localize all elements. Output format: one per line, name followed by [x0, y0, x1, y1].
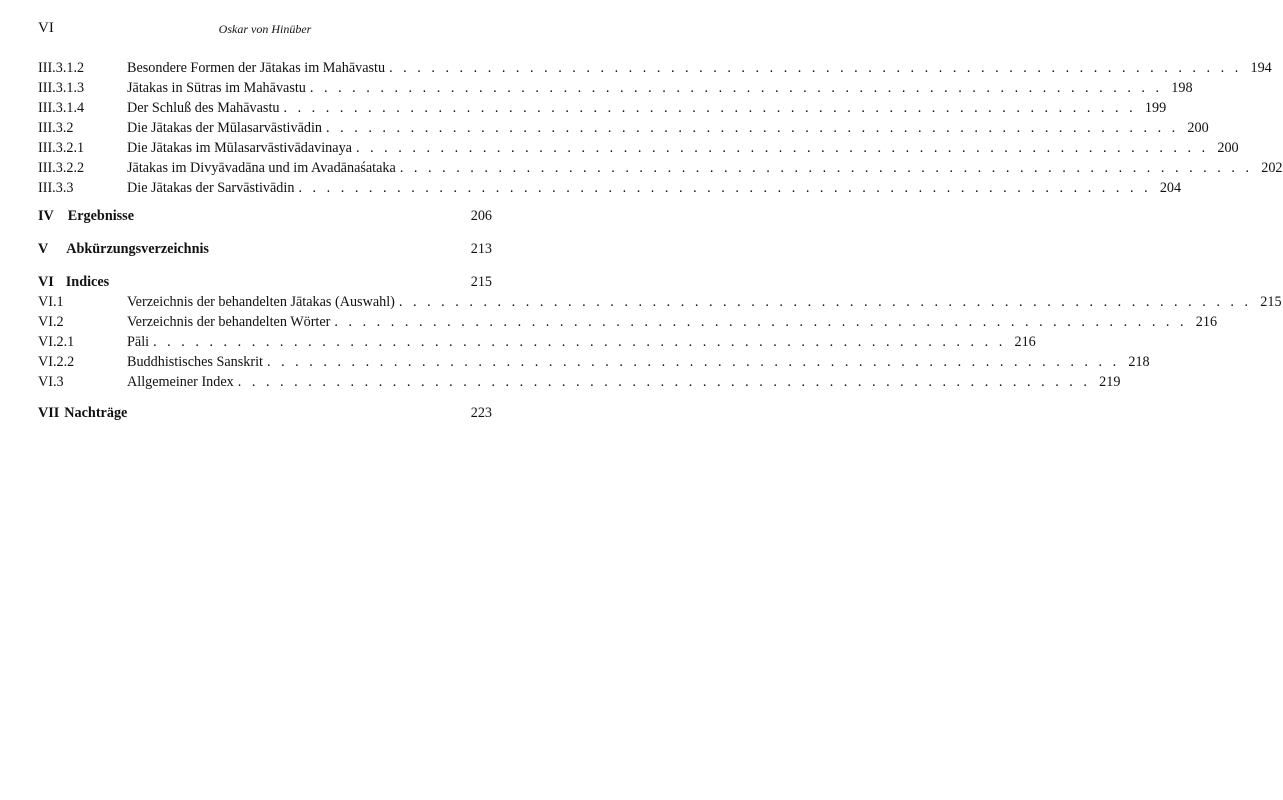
toc-entry-number: III.3.2 — [38, 120, 74, 136]
dot-leader: . . . . . . . . . . . . . . . . . . . . . . . . . . . . . . . . . . . . . . . . . . . . . . . . . . . . . . . . . . . . . — [283, 100, 1137, 116]
toc-entry-title: Besondere Formen der Jātakas im Mahāvastu — [127, 60, 386, 76]
dot-leader: . . . . . . . . . . . . . . . . . . . . . . . . . . . . . . . . . . . . . . . . . . . . . . . . . . . . . . . . . . . . . — [399, 160, 1253, 176]
toc-entry[interactable] — [38, 118, 1209, 138]
toc-chapter-abkuerzungsverzeichnis[interactable] — [38, 239, 492, 259]
toc-entry[interactable] — [38, 292, 1282, 312]
toc-chapter-ergebnisse[interactable] — [38, 206, 492, 226]
toc-chapter-heading — [38, 403, 127, 423]
toc-entry[interactable] — [38, 178, 1182, 198]
toc-chapter-indices[interactable] — [38, 272, 492, 292]
toc-entry-page: 200 — [1217, 140, 1239, 156]
toc-entry-number: VI.2 — [38, 314, 64, 330]
toc-entry-page: 200 — [1187, 120, 1209, 136]
toc-entry-page: 216 — [1014, 334, 1036, 350]
page-number: VI — [38, 20, 54, 36]
toc-chapter-number: VI — [38, 274, 54, 290]
running-header-author: Oskar von Hinüber — [218, 22, 312, 36]
toc-entry-number: III.3.2.1 — [38, 140, 85, 156]
toc-entry-title: Der Schluß des Mahāvastu — [127, 100, 280, 116]
toc-entry-number: VI.2.1 — [38, 334, 75, 350]
toc-entry-page: 216 — [1195, 314, 1218, 330]
dot-leader: . . . . . . . . . . . . . . . . . . . . . . . . . . . . . . . . . . . . . . . . . . . . . . . . . . . . . . . . . . . . . — [355, 140, 1209, 156]
toc-entry-number: VI.2.2 — [38, 354, 75, 370]
toc-chapter-number: IV — [38, 208, 54, 224]
toc-entry-page: 219 — [1099, 374, 1121, 390]
toc-entry-page: 204 — [1159, 180, 1182, 196]
toc-entry-page: 218 — [1128, 354, 1150, 370]
toc-chapter-title: Abkürzungsverzeichnis — [66, 241, 209, 257]
toc-chapter-heading — [38, 272, 109, 292]
toc-chapter-page: 223 — [470, 405, 492, 421]
dot-leader: . . . . . . . . . . . . . . . . . . . . . . . . . . . . . . . . . . . . . . . . . . . . . . . . . . . . . . . . . . . . . — [266, 354, 1120, 370]
toc-entry-title: Jātakas in Sūtras im Mahāvastu — [127, 80, 306, 96]
toc-entry-number: III.3.3 — [38, 180, 74, 196]
dot-leader: . . . . . . . . . . . . . . . . . . . . . . . . . . . . . . . . . . . . . . . . . . . . . . . . . . . . . . . . . . . . . — [389, 60, 1242, 76]
toc-chapter-page: 206 — [470, 208, 492, 224]
toc-entry-number: III.3.1.4 — [38, 100, 85, 116]
toc-chapter-number: VII — [38, 405, 60, 421]
dot-leader: . . . . . . . . . . . . . . . . . . . . . . . . . . . . . . . . . . . . . . . . . . . . . . . . . . . . . . . . . . . . . — [334, 314, 1188, 330]
toc-entry-title: Die Jātakas der Mūlasarvāstivādin — [127, 120, 323, 136]
toc-chapter-page: 215 — [470, 274, 492, 290]
toc-chapter-title: Ergebnisse — [67, 208, 134, 224]
toc-chapter-title: Indices — [65, 274, 110, 290]
toc-entry[interactable] — [38, 138, 1239, 158]
toc-entry-title: Jātakas im Divyāvadāna und im Avadānaśataka — [127, 160, 396, 176]
toc-entry[interactable] — [38, 312, 1218, 332]
dot-leader: . . . . . . . . . . . . . . . . . . . . . . . . . . . . . . . . . . . . . . . . . . . . . . . . . . . . . . . . . . . . . — [298, 180, 1152, 196]
toc-chapter-heading — [38, 239, 209, 259]
dot-leader: . . . . . . . . . . . . . . . . . . . . . . . . . . . . . . . . . . . . . . . . . . . . . . . . . . . . . . . . . . . . . — [309, 80, 1163, 96]
toc-entry-page: 194 — [1250, 60, 1272, 76]
toc-entry-number: III.3.1.3 — [38, 80, 85, 96]
running-header — [38, 20, 492, 40]
toc-chapter-nachtraege[interactable] — [38, 403, 492, 423]
toc-chapter-number: V — [38, 241, 49, 257]
toc-entry-title: Die Jātakas der Sarvāstivādin — [127, 180, 295, 196]
toc-entry[interactable] — [38, 58, 1272, 78]
toc-entry[interactable] — [38, 352, 1150, 372]
toc-entry-number: III.3.2.2 — [38, 160, 85, 176]
toc-entry-title: Die Jātakas im Mūlasarvāstivādavinaya — [127, 140, 352, 156]
toc-entry-page: 198 — [1171, 80, 1193, 96]
toc-entry-number: VI.3 — [38, 374, 64, 390]
toc-entry-number: VI.1 — [38, 294, 64, 310]
toc-entry-title: Allgemeiner Index — [127, 374, 234, 390]
toc-chapter-title: Nachträge — [64, 405, 128, 421]
toc-chapter-heading — [38, 206, 134, 226]
toc-entry[interactable] — [38, 78, 1193, 98]
toc-entry-number: III.3.1.2 — [38, 60, 85, 76]
dot-leader: . . . . . . . . . . . . . . . . . . . . . . . . . . . . . . . . . . . . . . . . . . . . . . . . . . . . . . . . . . . . . — [153, 334, 1006, 350]
toc-entry-title: Verzeichnis der behandelten Wörter — [127, 314, 331, 330]
toc-entry[interactable] — [38, 158, 1283, 178]
toc-entry-page: 199 — [1144, 100, 1167, 116]
toc-entry[interactable] — [38, 332, 1036, 352]
toc-entry[interactable] — [38, 372, 1121, 392]
dot-leader: . . . . . . . . . . . . . . . . . . . . . . . . . . . . . . . . . . . . . . . . . . . . . . . . . . . . . . . . . . . . . — [398, 294, 1252, 310]
toc-entry-title: Buddhistisches Sanskrit — [127, 354, 263, 370]
dot-leader: . . . . . . . . . . . . . . . . . . . . . . . . . . . . . . . . . . . . . . . . . . . . . . . . . . . . . . . . . . . . . — [237, 374, 1091, 390]
toc-entry-title: Pāli — [127, 334, 150, 350]
toc-chapter-page: 213 — [470, 241, 492, 257]
dot-leader: . . . . . . . . . . . . . . . . . . . . . . . . . . . . . . . . . . . . . . . . . . . . . . . . . . . . . . . . . . . . . — [326, 120, 1179, 136]
toc-entry[interactable] — [38, 98, 1167, 118]
toc-entry-title: Verzeichnis der behandelten Jātakas (Auswahl) — [127, 294, 395, 310]
toc-entry-page: 202 — [1261, 160, 1283, 176]
toc-entry-page: 215 — [1260, 294, 1282, 310]
